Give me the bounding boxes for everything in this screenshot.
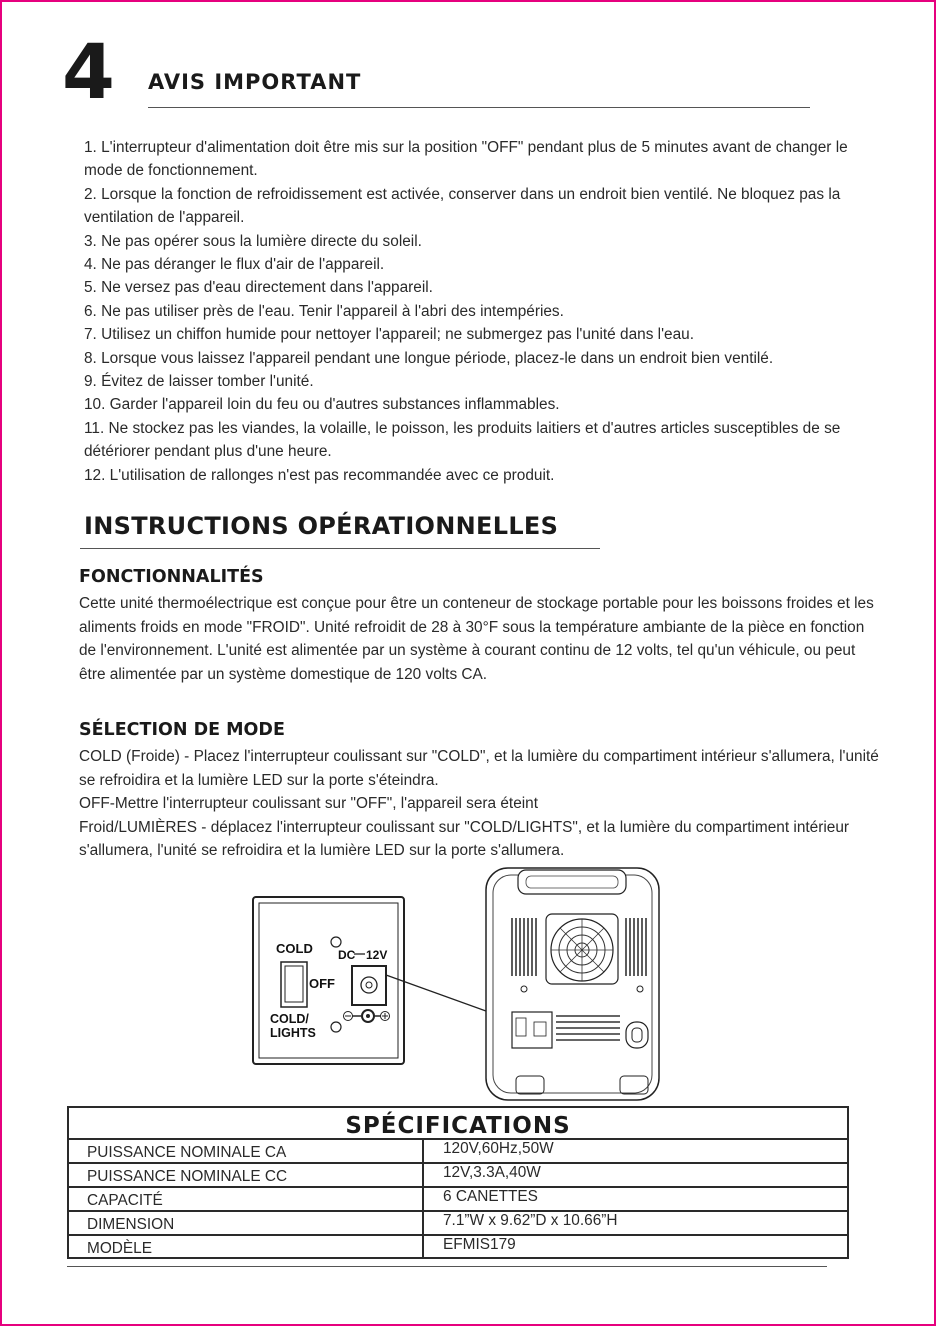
slide-switch-knob	[285, 966, 303, 1002]
ac-socket	[626, 1022, 648, 1048]
notice-item: 8. Lorsque vous laissez l'appareil pendant une longue période, placez-le dans un endroit bien ventilé.	[84, 349, 774, 367]
operations-underline	[80, 548, 600, 549]
specifications-title: SPÉCIFICATIONS	[69, 1108, 847, 1140]
indicator-led-top	[331, 937, 341, 947]
mode-text	[79, 745, 879, 863]
notice-item: 5. Ne versez pas d'eau directement dans l'appareil.	[84, 279, 433, 297]
label-cold-lights-1: COLD/	[270, 1012, 309, 1026]
notice-item: 7. Utilisez un chiffon humide pour nettoyer l'appareil; ne submergez pas l'unité dans l'eau.	[84, 326, 694, 344]
spec-value: 120V,60Hz,50W	[443, 1140, 554, 1157]
operations-heading: INSTRUCTIONS OPÉRATIONNELLES	[84, 512, 559, 540]
table-row	[69, 1212, 847, 1236]
notice-item: 12. L'utilisation de rallonges n'est pas recommandée avec ce produit.	[84, 466, 555, 484]
spec-value: EFMIS179	[443, 1236, 516, 1253]
notice-item: 11. Ne stockez pas les viandes, la volaille, le poisson, les produits laitiers et d'autres articles susceptibles de se détériorer pendant plus d'une heure.	[84, 419, 841, 461]
notice-item: 3. Ne pas opérer sous la lumière directe du soleil.	[84, 232, 422, 250]
spec-label: CAPACITÉ	[87, 1192, 163, 1209]
label-cold-lights-2: LIGHTS	[270, 1026, 316, 1040]
label-dc: DC	[338, 948, 356, 962]
spec-label: PUISSANCE NOMINALE CA	[87, 1144, 287, 1161]
section-title: AVIS IMPORTANT	[148, 70, 362, 94]
specifications-table	[67, 1106, 849, 1259]
spec-label: MODÈLE	[87, 1240, 152, 1257]
label-cold: COLD	[276, 941, 313, 956]
notice-item: 2. Lorsque la fonction de refroidissement est activée, conserver dans un endroit bien ventilé. Ne bloquez pas la ventilation de l'appareil.	[84, 185, 841, 227]
notice-item: 10. Garder l'appareil loin du feu ou d'autres substances inflammables.	[84, 396, 560, 414]
important-notice-list	[84, 136, 884, 487]
spec-value: 6 CANETTES	[443, 1188, 538, 1205]
table-row	[69, 1188, 847, 1212]
mode-line: COLD (Froide) - Placez l'interrupteur coulissant sur "COLD", et la lumière du compartiment intérieur s'allumera, l'unité se refroidira et la lumière LED sur la porte s'éteindra.	[79, 748, 879, 789]
label-12v: 12V	[366, 948, 388, 962]
features-text	[79, 592, 879, 686]
mode-line: OFF-Mettre l'interrupteur coulissant sur "OFF", l'appareil sera éteint	[79, 795, 539, 812]
table-row	[69, 1236, 847, 1260]
features-paragraph: Cette unité thermoélectrique est conçue pour être un conteneur de stockage portable pour les boissons froides et les aliments froids en mode "FROID". Unité refroidit de 28 à 30°F sous la température ambiante de la pièce en fonction de l'environnement. L'unité est alimentée par un système à courant continu de 12 volts, tel qu'un véhicule, ou peut être alimentée par un système domestique de 120 volts CA.	[79, 595, 874, 683]
spec-label: DIMENSION	[87, 1216, 175, 1233]
carry-handle	[518, 870, 626, 894]
notice-item: 4. Ne pas déranger le flux d'air de l'appareil.	[84, 256, 385, 274]
spec-value: 12V,3.3A,40W	[443, 1164, 541, 1181]
spec-value: 7.1”W x 9.62”D x 10.66”H	[443, 1212, 618, 1229]
spec-label: PUISSANCE NOMINALE CC	[87, 1168, 288, 1185]
table-row	[69, 1164, 847, 1188]
mode-heading: SÉLECTION DE MODE	[79, 720, 285, 740]
indicator-led-bottom	[331, 1022, 341, 1032]
mode-line: Froid/LUMIÈRES - déplacez l'interrupteur coulissant sur "COLD/LIGHTS", et la lumière du compartiment intérieur s'allumera, l'unité se refroidira et la lumière LED sur la porte s'allumera.	[79, 818, 850, 859]
features-heading: FONCTIONNALITÉS	[79, 567, 264, 587]
title-underline	[148, 107, 810, 108]
notice-item: 6. Ne pas utiliser près de l'eau. Tenir l'appareil à l'abri des intempéries.	[84, 302, 564, 320]
control-panel-diagram	[250, 866, 670, 1106]
section-number: 4	[62, 27, 115, 116]
notice-item: 1. L'interrupteur d'alimentation doit être mis sur la position "OFF" pendant plus de 5 minutes avant de changer le mode de fonctionnement.	[84, 139, 848, 180]
appliance-back-view	[486, 868, 659, 1100]
label-off: OFF	[309, 976, 335, 991]
notice-item: 9. Évitez de laisser tomber l'unité.	[84, 373, 314, 391]
table-row	[69, 1140, 847, 1164]
footer-rule	[67, 1266, 827, 1267]
